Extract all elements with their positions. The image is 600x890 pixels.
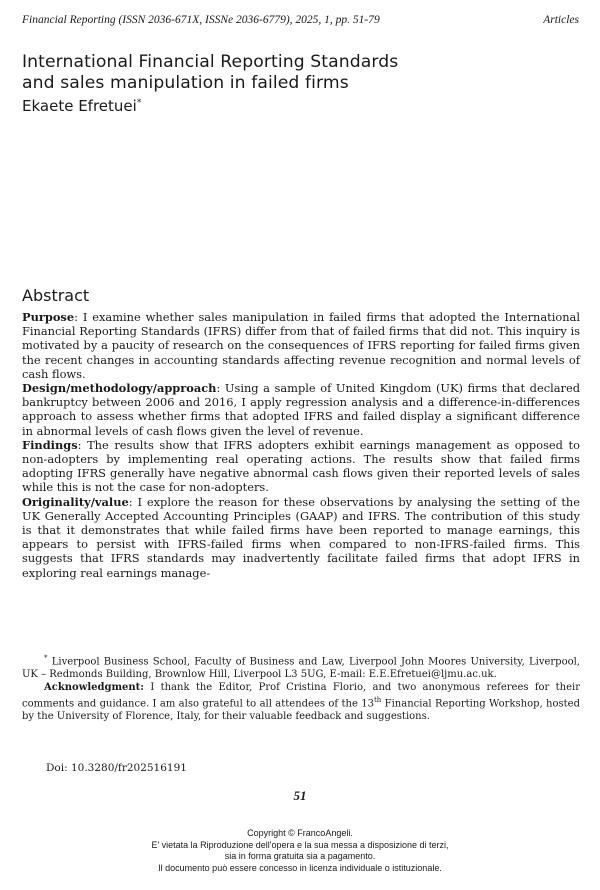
- running-header: [22, 14, 579, 30]
- affiliation-mark: *: [44, 654, 48, 662]
- copyright-line-1: Copyright © FrancoAngeli.: [247, 828, 353, 838]
- abstract-heading: Abstract: [22, 286, 90, 305]
- doi: Doi: 10.3280/fr202516191: [46, 762, 187, 774]
- purpose-text: : I examine whether sales manipulation in failed firms that adopted the International Financial Reporting Standards (IFRS) differ from that of failed firms that did not. This inquiry is motivated by a paucity of research on the consequences of IFRS reporting for failed firms given the recent changes in accounting standards affecting revenue recognition and normal levels of cash flows.: [22, 310, 580, 381]
- author-name: Ekaete Efretuei: [22, 97, 137, 115]
- title-line-2: and sales manipulation in failed firms: [22, 73, 349, 93]
- originality-text: : I explore the reason for these observations by analysing the setting of the UK Generally Accepted Accounting Principles (GAAP) and IFRS. The contribution of this study is that it demonstrates that while failed firms have been reported to manage earnings, this appears to persist with IFRS-failed firms when compared to non-IFRS-failed firms. This suggests that IFRS standards may inadvertently facilitate failed firms that adopt IFRS in exploring real earnings manage-: [22, 494, 580, 580]
- acknowledgment-label: Acknowledgment:: [44, 681, 144, 693]
- abstract-findings: [22, 438, 580, 495]
- acknowledgment-text-a: I thank the Editor, Prof Cristina Florio, and two anonymous referees for their comments and guidance. I am also grateful to all attendees of the 13: [22, 681, 580, 710]
- findings-text: : The results show that IFRS adopters exhibit earnings management as opposed to non-adopters by implementing real operating actions. The results show that failed firms adopting IFRS generally have negative abnormal cash flows given their reported levels of sales while this is not the case for non-adopters.: [22, 437, 580, 495]
- title-line-1: International Financial Reporting Standards: [22, 52, 399, 72]
- abstract-purpose: [22, 310, 580, 381]
- article-title: [22, 52, 522, 94]
- journal-citation: Financial Reporting (ISSN 2036-671X, ISSNe 2036-6779), 2025, 1, pp. 51-79: [22, 14, 380, 26]
- section-label: Articles: [543, 14, 579, 26]
- abstract-body: [22, 310, 580, 580]
- ordinal-suffix: th: [373, 696, 382, 705]
- author-footnote-mark: *: [136, 98, 142, 108]
- acknowledgment-text-b: Financial Reporting Workshop, hosted by the University of Florence, Italy, for their valuable feedback and suggestions.: [22, 698, 580, 723]
- footnotes: [22, 652, 580, 724]
- affiliation-footnote: [22, 652, 580, 682]
- copyright-notice: [0, 828, 600, 874]
- acknowledgment-footnote: [22, 682, 580, 724]
- abstract-originality: [22, 494, 580, 580]
- design-label: Design/methodology/approach: [22, 381, 217, 396]
- copyright-line-3: sia in forma gratuita sia a pagamento.: [224, 851, 376, 861]
- author: [22, 97, 141, 115]
- abstract-design: [22, 381, 580, 438]
- findings-label: Findings: [22, 437, 78, 452]
- design-text: : Using a sample of United Kingdom (UK) firms that declared bankruptcy between 2006 and 2016, I apply regression analysis and a difference-in-differences approach to assess whether firms that adopted IFRS and failed display a significant difference in abnormal levels of cash flows given the level of revenue.: [22, 381, 580, 438]
- purpose-label: Purpose: [22, 310, 75, 324]
- copyright-line-2: E' vietata la Riproduzione dell'opera e la sua messa a disposizione di terzi,: [151, 839, 449, 850]
- page-number: 51: [293, 788, 307, 803]
- originality-label: Originality/value: [22, 494, 129, 509]
- affiliation-text: Liverpool Business School, Faculty of Business and Law, Liverpool John Moores University, Liverpool, UK – Redmonds Building, Brownlow Hill, Liverpool L3 5UG, E-mail: E.E.Efretuei@ljmu.ac.uk.: [22, 656, 580, 680]
- copyright-line-4: Il documento può essere concesso in licenza individuale o istituzionale.: [158, 862, 442, 873]
